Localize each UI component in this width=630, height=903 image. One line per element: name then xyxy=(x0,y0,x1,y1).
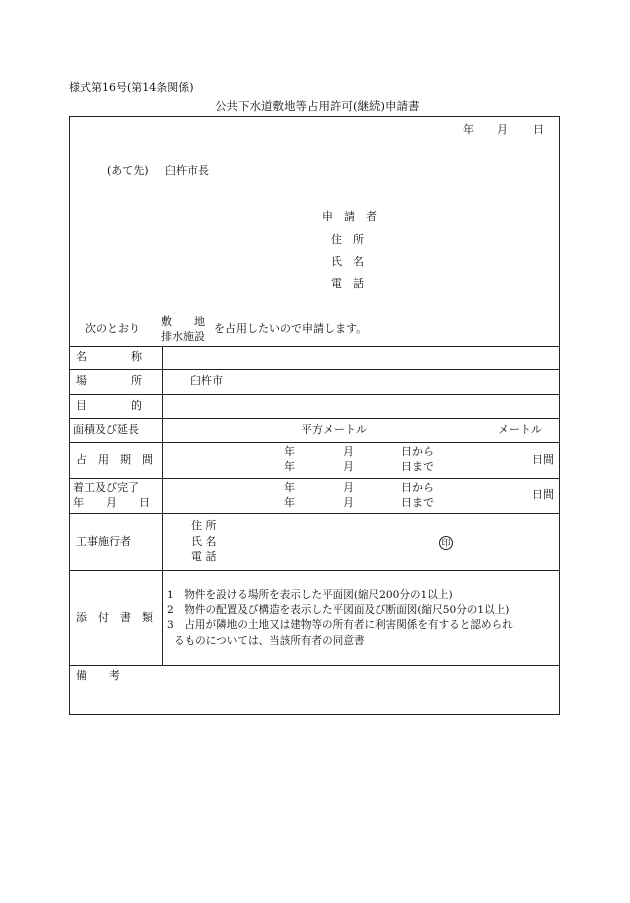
remarks-label: 備 考 xyxy=(76,669,120,682)
seal-mark: 印 xyxy=(439,536,453,550)
contractor-address-label: 住 所 xyxy=(191,519,217,532)
period-label: 占 用 期 間 xyxy=(76,453,153,466)
period-end-month: 月 xyxy=(343,460,354,473)
period-start-month: 月 xyxy=(343,445,354,458)
construction-start-tail: 日から xyxy=(401,481,434,494)
purpose-label: 目 的 xyxy=(76,399,142,412)
construction-end-tail: 日まで xyxy=(401,496,434,509)
statement-suffix: を占用したいので申請します。 xyxy=(214,322,368,335)
statement-option-site: 敷 地 xyxy=(161,315,205,328)
construction-end-year: 年 xyxy=(284,496,295,509)
contractor-phone-label: 電 話 xyxy=(191,550,217,563)
construction-end-month: 月 xyxy=(343,496,354,509)
statement-prefix: 次のとおり xyxy=(85,322,140,335)
applicant-address-label: 住 所 xyxy=(331,233,364,246)
attachment-item: るものについては、当該所有者の同意書 xyxy=(174,635,365,647)
area-label: 面積及び延長 xyxy=(73,423,139,436)
form-number: 様式第16号(第14条関係) xyxy=(69,81,194,94)
attachment-item: 1 物件を設ける場所を表示した平面図(縮尺200分の1以上) xyxy=(167,589,453,601)
attachments-label: 添 付 書 類 xyxy=(76,611,153,624)
area-unit-m: メートル xyxy=(498,423,542,436)
period-start-tail: 日から xyxy=(401,445,434,458)
period-end-year: 年 xyxy=(284,460,295,473)
construction-start-month: 月 xyxy=(343,481,354,494)
contractor-label: 工事施行者 xyxy=(76,535,131,548)
area-unit-sqm: 平方メートル xyxy=(301,423,367,436)
applicant-phone-label: 電 話 xyxy=(331,277,364,290)
construction-label-2: 年 月 日 xyxy=(73,496,150,509)
applicant-name-label: 氏 名 xyxy=(331,255,364,268)
place-label: 場 所 xyxy=(76,374,142,387)
date-day: 日 xyxy=(533,123,544,136)
date-year: 年 xyxy=(463,123,474,136)
attachment-item: 3 占用が隣地の土地又は建物等の所有者に利害関係を有すると認められ xyxy=(167,619,513,631)
construction-days: 日間 xyxy=(532,488,554,501)
place-value: 臼杵市 xyxy=(190,374,223,387)
construction-start-year: 年 xyxy=(284,481,295,494)
date-month: 月 xyxy=(497,123,508,136)
period-end-tail: 日まで xyxy=(401,460,434,473)
addressee-prefix: (あて先) xyxy=(107,164,149,177)
form-title: 公共下水道敷地等占用許可(継続)申請書 xyxy=(215,99,420,113)
period-days: 日間 xyxy=(532,453,554,466)
applicant-label: 申 請 者 xyxy=(322,210,377,223)
construction-label-1: 着工及び完了 xyxy=(73,481,139,494)
attachment-item: 2 物件の配置及び構造を表示した平図面及び断面図(縮尺50分の1以上) xyxy=(167,604,510,616)
name-label: 名 称 xyxy=(76,350,142,363)
period-start-year: 年 xyxy=(284,445,295,458)
statement-option-drainage: 排水施設 xyxy=(161,330,205,343)
addressee-name: 臼杵市長 xyxy=(165,164,209,177)
contractor-name-label: 氏 名 xyxy=(191,535,217,548)
